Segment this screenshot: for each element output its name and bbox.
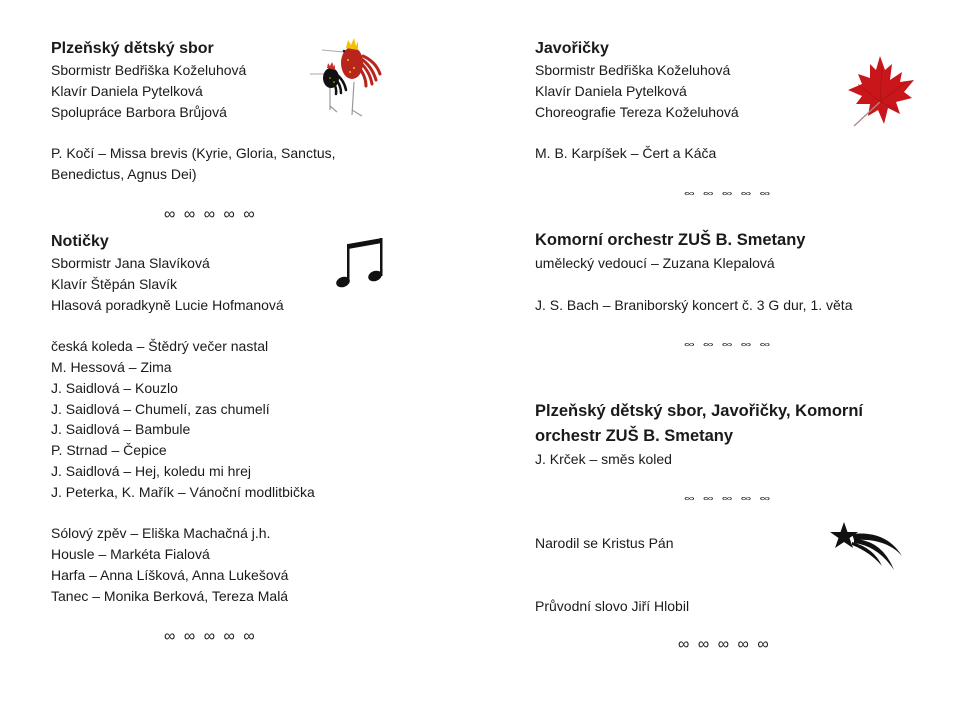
credit-line: Sbormistr Jana Slavíková [51, 255, 210, 271]
credit-line: Klavír Štěpán Slavík [51, 275, 178, 292]
separator: ∞ ∞ ∞ ∞ ∞ [684, 188, 773, 199]
performer-line: Sólový zpěv – Eliška Machačná j.h. [51, 525, 271, 542]
program-line: Benedictus, Agnus Dei) [51, 165, 197, 182]
program-line: P. Kočí – Missa brevis (Kyrie, Gloria, Sanctus, [51, 145, 336, 162]
section-title: Komorní orchestr ZUŠ B. Smetany [535, 231, 806, 249]
program-line: česká koleda – Štědrý večer nastal [51, 338, 269, 355]
section-joint [535, 399, 863, 470]
credit-line: Klavír Daniela Pytelková [51, 82, 203, 99]
credit-line: Sbormistr Bedřiška Koželuhová [51, 62, 247, 78]
maple-leaf-icon [840, 52, 920, 132]
section-javoricky [535, 38, 739, 164]
credit-line: Sbormistr Bedřiška Koželuhová [535, 62, 731, 78]
section-title: Plzeňský dětský sbor [51, 40, 214, 57]
program-line: M. B. Karpíšek – Čert a Káča [535, 145, 717, 162]
program-line: J. Saidlová – Kouzlo [51, 379, 178, 396]
separator: ∞ ∞ ∞ ∞ ∞ [684, 493, 773, 504]
section-title: Javořičky [535, 40, 609, 57]
program-line: M. Hessová – Zima [51, 358, 172, 375]
section-title-line: Plzeňský dětský sbor, Javořičky, Komorní [535, 402, 864, 420]
separator: ∞ ∞ ∞ ∞ ∞ [164, 206, 257, 223]
program-line: J. Krček – směs koled [535, 451, 672, 467]
section-pds [51, 38, 336, 185]
credit-line: Spolupráce Barbora Brůjová [51, 103, 227, 120]
credit-line: Hlasová poradkyně Lucie Hofmanová [51, 296, 284, 313]
music-notes-icon [330, 232, 390, 292]
section-title-line: orchestr ZUŠ B. Smetany [535, 427, 734, 445]
program-line: J. Peterka, K. Mařík – Vánoční modlitbička [51, 483, 315, 500]
section-title: Notičky [51, 233, 109, 250]
credit-line: Klavír Daniela Pytelková [535, 82, 687, 99]
separator: ∞ ∞ ∞ ∞ ∞ [684, 339, 773, 350]
performer-line: Tanec – Monika Berková, Tereza Malá [51, 587, 289, 604]
section-noticky [51, 231, 315, 607]
program-line: J. Saidlová – Hej, koledu mi hrej [51, 462, 251, 479]
credit-line: Choreografie Tereza Koželuhová [535, 103, 739, 120]
separator: ∞ ∞ ∞ ∞ ∞ [678, 636, 771, 653]
performer-line: Housle – Markéta Fialová [51, 546, 210, 563]
program-line: J. Saidlová – Bambule [51, 421, 191, 438]
shooting-star-icon [830, 520, 910, 580]
narration-line: Průvodní slovo Jiří Hlobil [535, 598, 690, 614]
section-orchestr [535, 228, 852, 315]
program-line: J. S. Bach – Braniborský koncert č. 3 G dur, 1. věta [535, 296, 853, 313]
credit-line: umělecký vedoucí – Zuzana Klepalová [535, 255, 775, 271]
program-line: P. Strnad – Čepice [51, 442, 167, 459]
finale-line: Narodil se Kristus Pán [535, 535, 674, 551]
performer-line: Harfa – Anna Líšková, Anna Lukešová [51, 566, 289, 583]
program-line: J. Saidlová – Chumelí, zas chumelí [51, 400, 270, 417]
birds-illustration-icon [310, 30, 390, 120]
separator: ∞ ∞ ∞ ∞ ∞ [164, 628, 257, 645]
